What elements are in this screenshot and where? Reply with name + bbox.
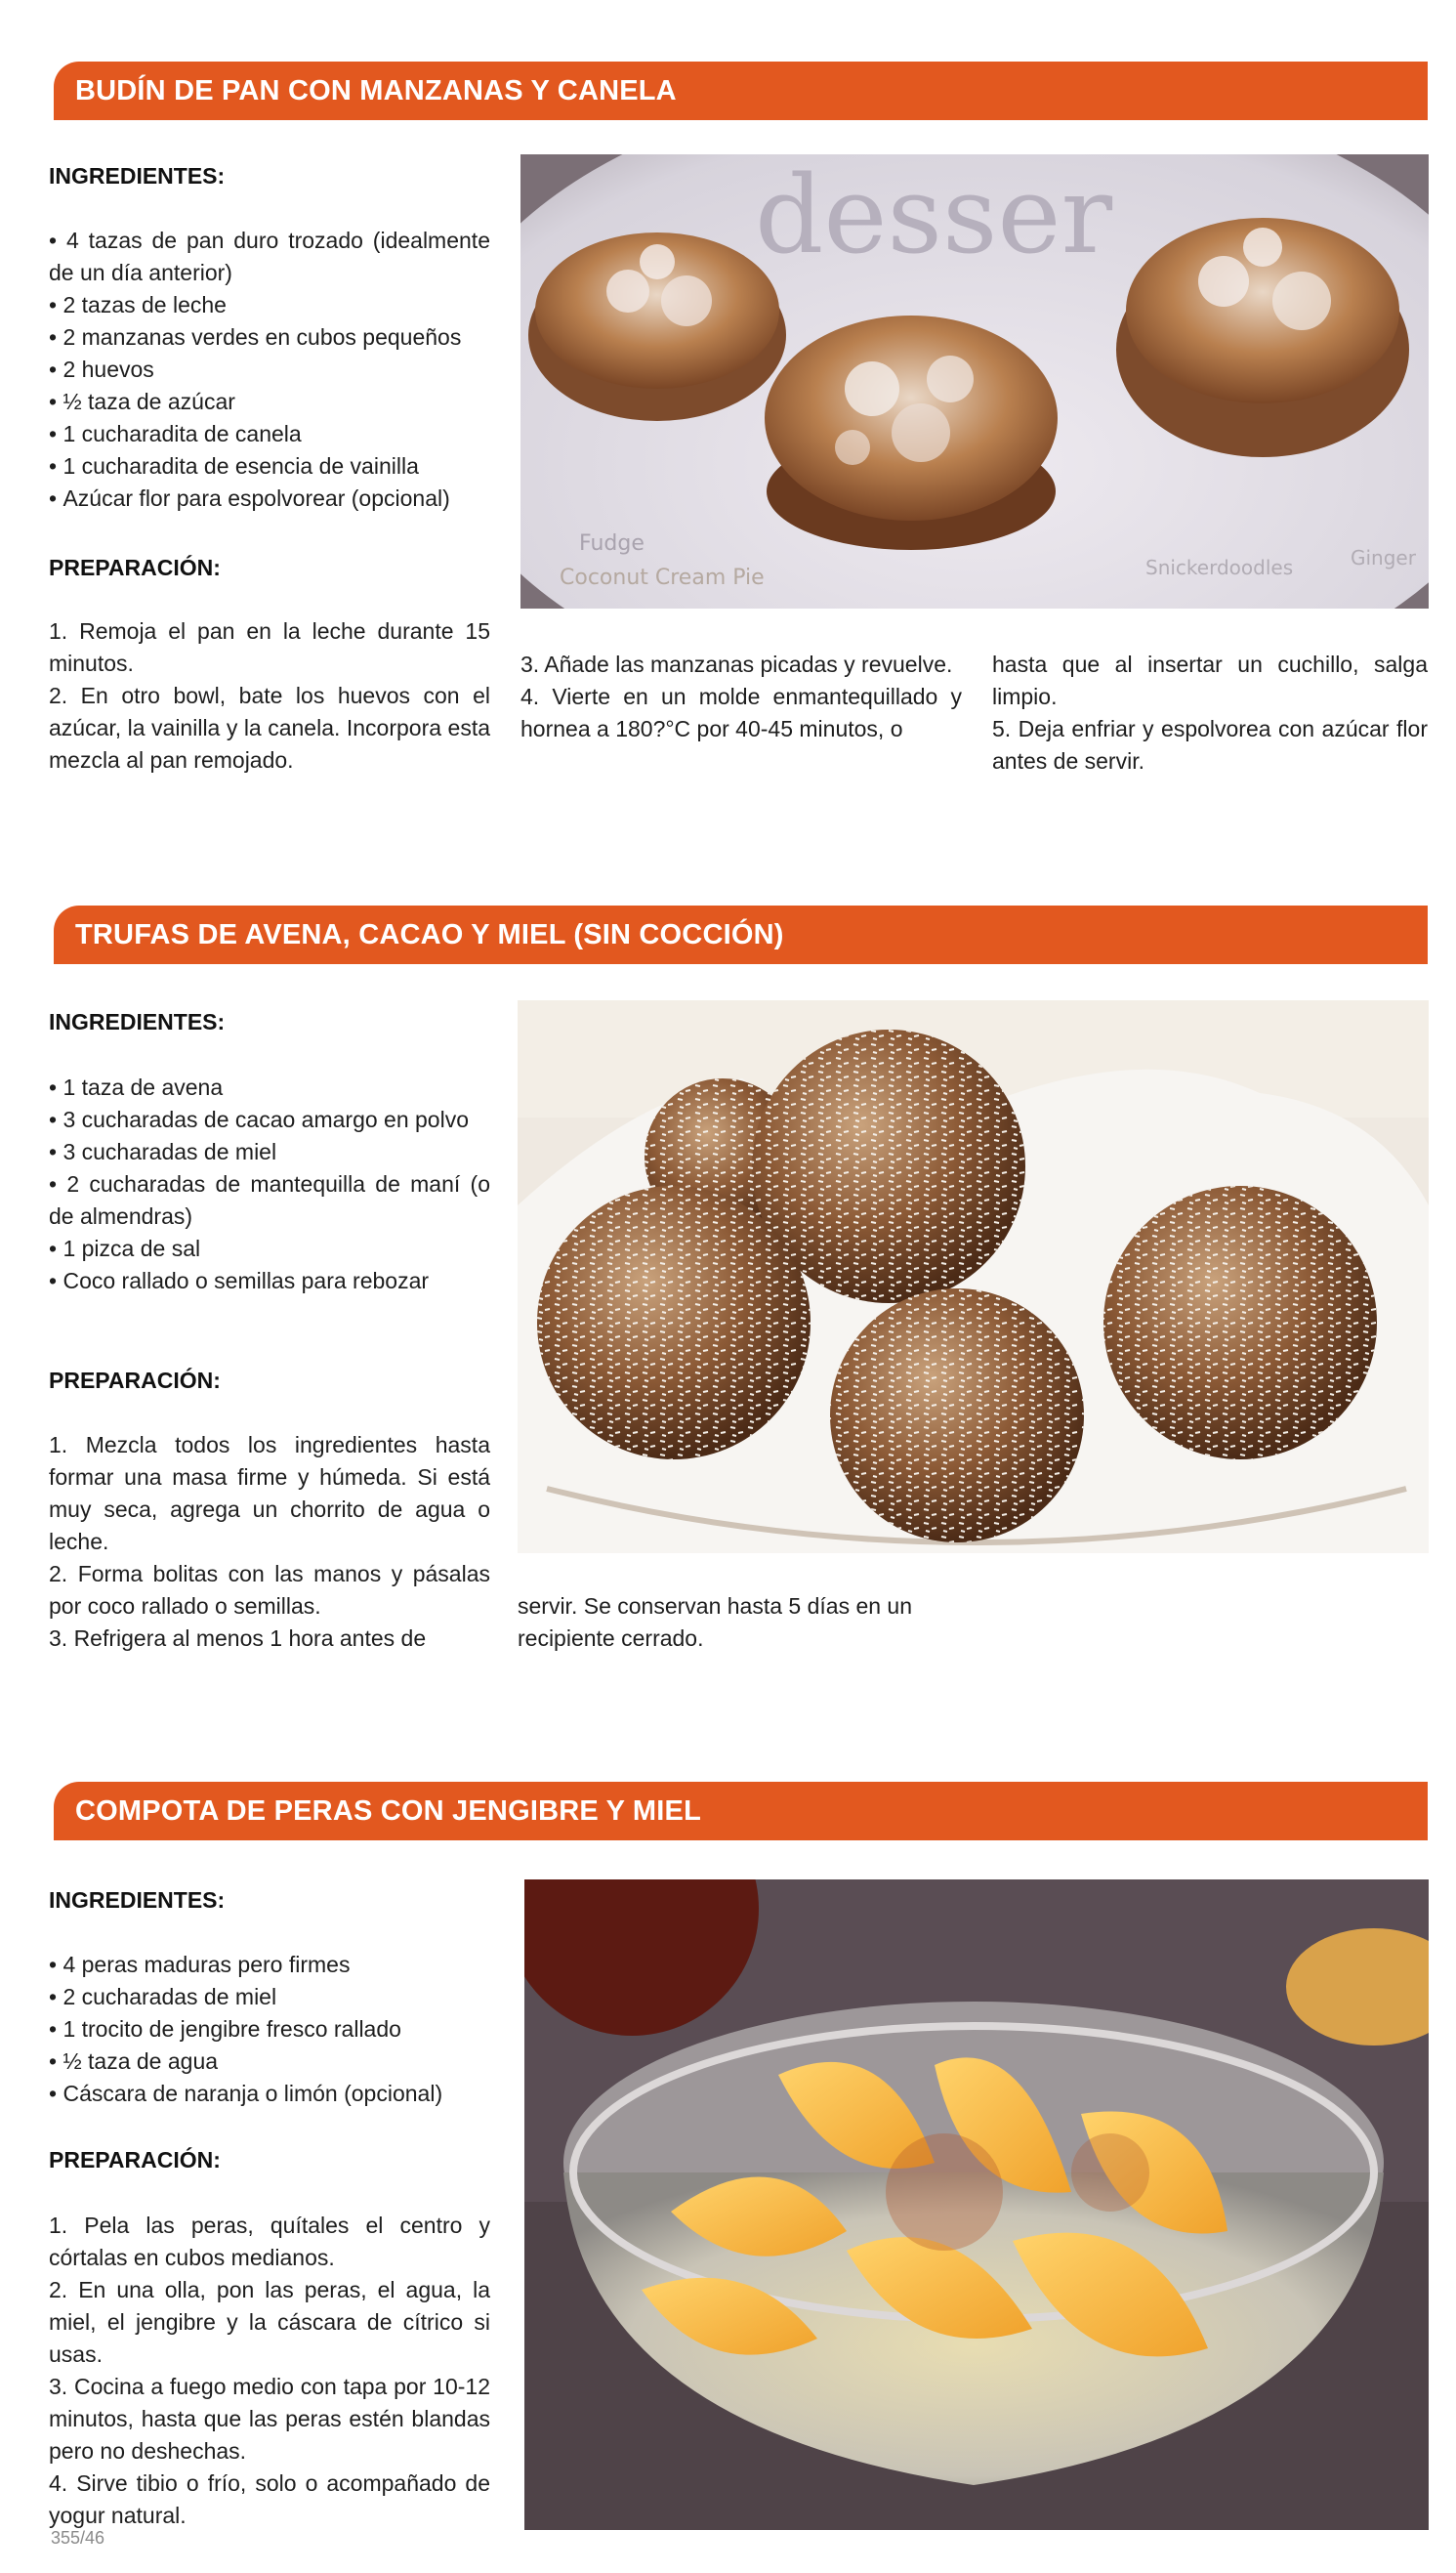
oat-truffles-photo [518, 1000, 1429, 1553]
ingredient-item: • 2 tazas de leche [49, 289, 490, 321]
plate-line: Coconut Cream Pie [560, 566, 765, 590]
ingredient-item: • 3 cucharadas de miel [49, 1136, 490, 1168]
ingredients-heading: INGREDIENTES: [49, 163, 226, 189]
page-number: 355/46 [51, 2528, 105, 2548]
preparation-step: servir. Se conservan hasta 5 días en un recipiente cerrado. [518, 1593, 913, 1651]
ingredient-item: • 1 pizca de sal [49, 1233, 490, 1265]
ingredient-item: • 2 cucharadas de mantequilla de maní (o de almendras) [49, 1168, 490, 1233]
preparation-step: 2. En una olla, pon las peras, el agua, la miel, el jengibre y la cáscara de cítrico si usas. [49, 2277, 490, 2367]
recipe-title: TRUFAS DE AVENA, CACAO Y MIEL (SIN COCCIÓN) [75, 919, 784, 950]
ingredient-item: • 3 cucharadas de cacao amargo en polvo [49, 1104, 490, 1136]
preparation-column [992, 649, 1428, 778]
preparation-step: 2. Forma bolitas con las manos y pásalas por coco rallado o semillas. [49, 1561, 490, 1619]
ingredient-item: • 2 cucharadas de miel [49, 1981, 490, 2013]
preparation-step: 3. Cocina a fuego medio con tapa por 10-12 minutos, hasta que las peras estén blandas pero no deshechas. [49, 2374, 490, 2464]
ingredients-heading: INGREDIENTES: [49, 1887, 226, 1913]
preparation-step: 4. Sirve tibio o frío, solo o acompañado de yogur natural. [49, 2470, 490, 2528]
preparation-heading: PREPARACIÓN: [49, 555, 221, 580]
ingredient-item: • 1 cucharadita de canela [49, 418, 490, 450]
ingredient-item: • 1 taza de avena [49, 1072, 490, 1104]
ingredient-item: • Coco rallado o semillas para rebozar [49, 1265, 490, 1297]
ingredient-item: • Cáscara de naranja o limón (opcional) [49, 2078, 490, 2110]
ingredient-item: • ½ taza de agua [49, 2046, 490, 2078]
preparation-heading: PREPARACIÓN: [49, 2147, 221, 2172]
preparation-column [520, 649, 962, 745]
pear-compote-photo [524, 1879, 1429, 2530]
preparation-step: hasta que al insertar un cuchillo, salga limpio. [992, 652, 1428, 709]
ingredient-item: • 1 trocito de jengibre fresco rallado [49, 2013, 490, 2046]
recipe-title-banner [54, 1782, 1428, 1840]
muffin-left [528, 232, 786, 421]
ingredients-list [49, 225, 490, 515]
recipe-title-banner [54, 906, 1428, 964]
preparation-column [518, 1590, 977, 1655]
recipe-title: BUDÍN DE PAN CON MANZANAS Y CANELA [75, 75, 677, 106]
ingredient-item: • 2 manzanas verdes en cubos pequeños [49, 321, 490, 354]
preparation-column [49, 1429, 490, 1655]
bread-pudding-photo [520, 154, 1429, 609]
ingredients-heading: INGREDIENTES: [49, 1009, 226, 1034]
preparation-heading: PREPARACIÓN: [49, 1368, 221, 1393]
ingredient-item: • 4 tazas de pan duro trozado (idealmente de un día anterior) [49, 225, 490, 289]
ingredient-item: • 4 peras maduras pero firmes [49, 1949, 490, 1981]
recipe-title-banner [54, 62, 1428, 120]
plate-line: Ginger [1351, 546, 1416, 569]
preparation-column [49, 615, 490, 777]
preparation-step: 5. Deja enfriar y espolvorea con azúcar flor antes de servir. [992, 716, 1428, 774]
preparation-step: 1. Pela las peras, quítales el centro y córtalas en cubos medianos. [49, 2213, 490, 2270]
ingredient-item: • Azúcar flor para espolvorear (opcional) [49, 483, 490, 515]
preparation-step: 4. Vierte en un molde enmantequillado y hornea a 180?°C por 40-45 minutos, o [520, 684, 962, 741]
preparation-step: 3. Refrigera al menos 1 hora antes de [49, 1625, 427, 1651]
plate-line: Snickerdoodles [1145, 556, 1294, 579]
ingredient-item: • 1 cucharadita de esencia de vainilla [49, 450, 490, 483]
ingredient-item: • 2 huevos [49, 354, 490, 386]
preparation-step: 1. Mezcla todos los ingredientes hasta formar una masa firme y húmeda. Si está muy seca, agrega un chorrito de agua o leche. [49, 1432, 490, 1554]
preparation-step: 3. Añade las manzanas picadas y revuelve. [520, 652, 953, 677]
preparation-column [49, 2210, 490, 2532]
ingredient-item: • ½ taza de azúcar [49, 386, 490, 418]
muffin-center [765, 316, 1058, 550]
ingredients-list [49, 1949, 490, 2110]
plate-line: Fudge [579, 531, 645, 556]
preparation-step: 1. Remoja el pan en la leche durante 15 minutos. [49, 618, 490, 676]
muffin-right [1116, 218, 1409, 457]
plate-word: desser [755, 154, 1113, 277]
preparation-step: 2. En otro bowl, bate los huevos con el azúcar, la vainilla y la canela. Incorpora esta mezcla al pan remojado. [49, 683, 490, 773]
recipe-title: COMPOTA DE PERAS CON JENGIBRE Y MIEL [75, 1795, 701, 1827]
ingredients-list [49, 1072, 490, 1297]
